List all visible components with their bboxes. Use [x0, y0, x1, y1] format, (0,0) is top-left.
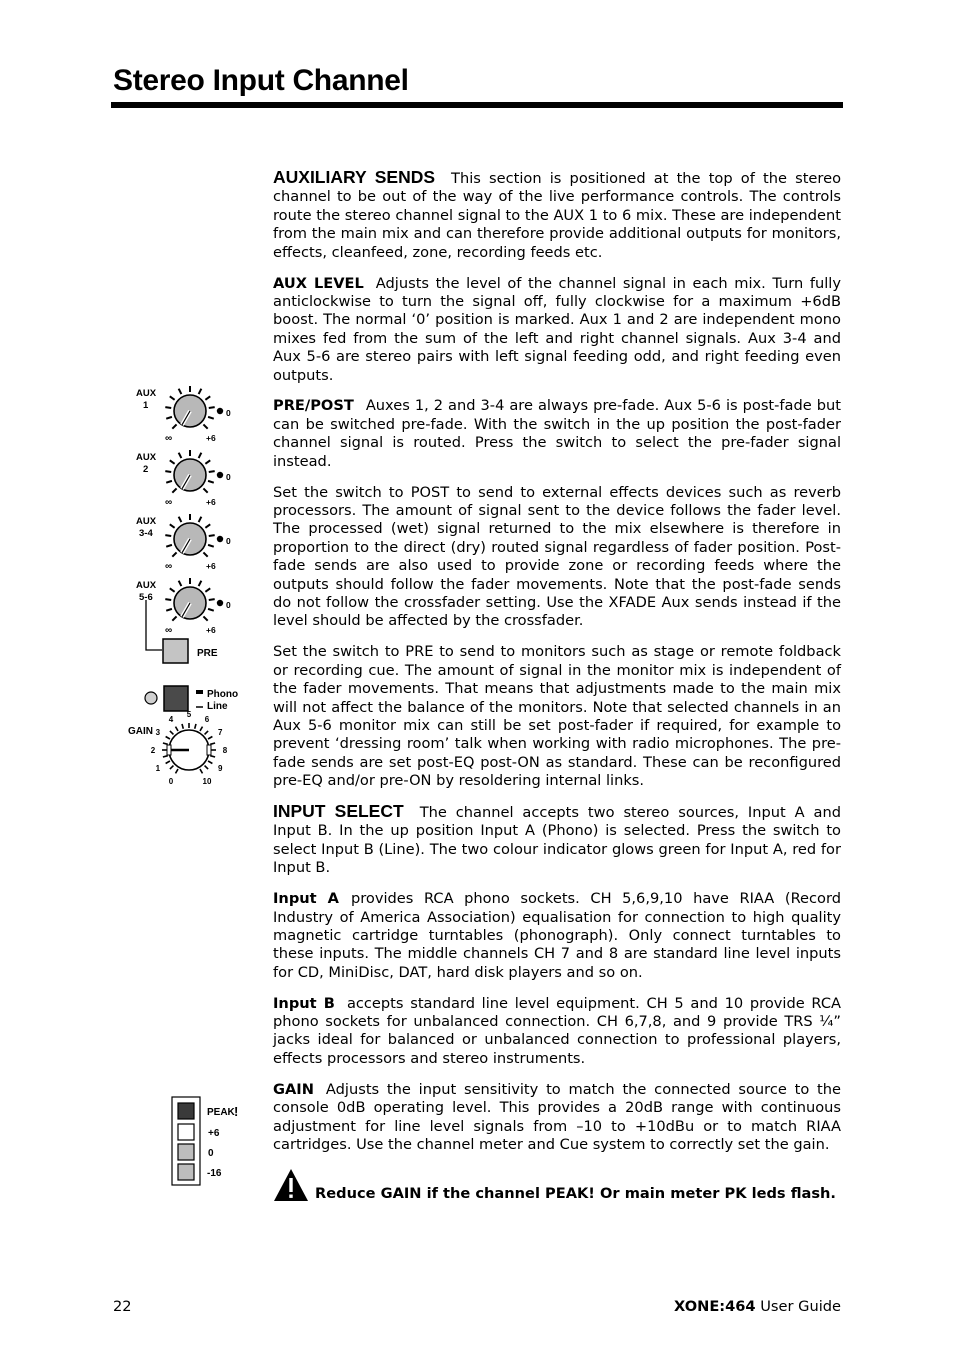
aux-knob-label: AUX — [136, 452, 157, 463]
gain-scale-label: 10 — [202, 777, 212, 787]
aux-scale-max: +6 — [206, 625, 216, 635]
pre-post-paragraph: PRE/POST Auxes 1, 2 and 3-4 are always pre-fade. Aux 5-6 is post-fade but can be switched pre-fade. With the switch in the up position the post-fader channel signal is routed. Press the switch to select the pre-fader signal instead. — [273, 397, 841, 470]
aux-scale-max: +6 — [206, 497, 216, 507]
gain-scale-label: 7 — [217, 728, 223, 737]
aux-knob-4[interactable] — [136, 578, 231, 636]
aux-knob-2[interactable] — [136, 450, 231, 508]
input-select-intro: INPUT SELECT The channel accepts two stereo sources, Input A and Input B. In the up position Input A (Phono) is selected. Press the switch to select Input B (Line). The two colour indicator glows green for Input A, red for Input B. — [273, 801, 841, 877]
footer-guide: User Guide — [760, 1298, 841, 1315]
zero-label: 0 — [208, 1148, 214, 1159]
aux-knob-1[interactable] — [136, 386, 231, 444]
aux-knob-number: 5-6 — [139, 592, 153, 603]
aux-knob-3[interactable] — [136, 514, 231, 572]
page-number: 22 — [113, 1298, 132, 1315]
gain-scale-label: 8 — [222, 746, 228, 755]
input-b-term: Input B — [273, 994, 335, 1012]
aux-knob-label: AUX — [136, 388, 157, 399]
warning-text: Reduce GAIN if the channel PEAK! Or main meter PK leds flash. — [315, 1185, 836, 1202]
post-paragraph: Set the switch to POST to send to external effects devices such as reverb processors. The amount of signal sent to the device follows the fader level. The processed (wet) signal returned to the mix elsewhere is therefore in proportion to the direct (dry) routed signal regardless of fader position. Post-fade sends are also used to provide zone or recording feeds where the outputs should follow the fader movements. Note that the post-fade sends do not follow the crossfader setting. Use the XFADE Aux sends instead if the level should be affected by the crossfader. — [273, 483, 841, 630]
pre-switch[interactable] — [163, 639, 188, 663]
gain-scale-label: 4 — [168, 714, 174, 724]
input-b-paragraph: Input B accepts standard line level equipment. CH 5 and 10 provide RCA phono sockets for unbalanced connection. CH 6,7,8, and 9 provide TRS ¼” jacks ideal for balanced or unbalanced connection to professional players, effects processors and stereo instruments. — [273, 994, 842, 1067]
input-select-group — [128, 686, 238, 786]
gain-scale-label: 9 — [217, 764, 223, 773]
gain-scale-label: 2 — [150, 746, 156, 755]
footer-brand: XONE:464 — [673, 1298, 756, 1315]
gain-scale-label: 1 — [155, 764, 161, 773]
page-title: Stereo Input Channel — [113, 64, 409, 97]
aux-scale-max: +6 — [206, 433, 216, 443]
aux-knob-number: 3-4 — [139, 528, 153, 539]
gain-paragraph: GAIN Adjusts the input sensitivity to match the connected source to the console 0dB operating level. This provides a 20dB range with continuous adjustment for line level signals from –10 to +10dBu or to match RIAA cartridges. Use the channel meter and Cue system to correctly set the gain. — [273, 1080, 841, 1153]
gain-label: GAIN — [128, 726, 153, 737]
aux-knob-number: 2 — [143, 464, 149, 475]
aux-knob-group — [136, 386, 231, 663]
peak-led — [178, 1103, 194, 1119]
aux-scale-min: ∞ — [165, 625, 173, 636]
footer-title — [674, 1298, 841, 1315]
input-a-paragraph: Input A provides RCA phono sockets. CH 5,6,9,10 have RIAA (Record Industry of America Association) equalisation for connection to high quality magnetic cartridge turntables (phonograph). Only connect turntables to these inputs. The middle channels CH 7 and 8 are standard line level inputs for CD, MiniDisc, DAT, hard disk players and so on. — [273, 890, 841, 981]
gain-term: GAIN — [273, 1080, 314, 1098]
line-label: Line — [207, 701, 228, 712]
aux-level-term: AUX LEVEL — [273, 274, 364, 292]
aux-scale-zero: 0 — [226, 600, 231, 610]
pre-label: PRE — [197, 648, 218, 659]
plus6-led — [178, 1124, 194, 1140]
aux-level-paragraph: AUX LEVEL Adjusts the level of the channel signal in each mix. Turn fully anticlockwise to turn the signal off, fully clockwise for a maximum +6dB boost. The normal ‘0’ position is marked. Aux 1 and 2 are independent mono mixes fed from the sum of the left and right channel signals. Aux 3-4 and Aux 5-6 are stereo pairs with left signal feeding odd, and right feeding even outputs. — [273, 274, 841, 384]
aux-knob-label: AUX — [136, 580, 157, 591]
aux-scale-zero: 0 — [226, 472, 231, 482]
plus6-label: +6 — [208, 1128, 220, 1139]
aux-scale-zero: 0 — [226, 408, 231, 418]
input-select-heading: INPUT SELECT — [273, 801, 404, 821]
pre-paragraph: Set the switch to PRE to send to monitors such as stage or remote foldback or recording cue. The amount of signal in the monitor mix is independent of the fader movements. That means that adjustments made to the main mix will not affect the balance of the monitors. Note that selected channels in an Aux 5-6 monitor mix can still be set post-fader if required, for example to prevent ‘dressing room’ talk when working with radio microphones. The pre-fade sends are set post-EQ post-ON as standard. These can be reconfigured pre-EQ and/or pre-ON by resoldering internal links. — [273, 643, 841, 790]
gain-scale-label: 3 — [155, 728, 161, 737]
peak-bang: ! — [234, 1104, 239, 1119]
pre-post-term: PRE/POST — [273, 397, 354, 415]
gain-scale-label: 0 — [168, 777, 174, 787]
input-indicator-led — [145, 692, 157, 704]
aux-scale-max: +6 — [206, 561, 216, 571]
input-a-term: Input A — [273, 890, 339, 908]
input-select-switch[interactable] — [164, 686, 188, 711]
zero-led — [178, 1144, 194, 1160]
aux-scale-min: ∞ — [165, 561, 173, 572]
minus16-label: -16 — [207, 1168, 222, 1179]
channel-meter — [172, 1097, 238, 1185]
aux-knob-label: AUX — [136, 516, 157, 527]
aux-scale-min: ∞ — [165, 497, 173, 508]
minus16-led — [178, 1164, 194, 1180]
peak-label: PEAK — [207, 1107, 235, 1118]
gain-scale-label: 5 — [186, 710, 192, 719]
aux-scale-zero: 0 — [226, 536, 231, 546]
aux-knob-number: 1 — [143, 400, 149, 411]
aux-sends-intro: AUXILIARY SENDS This section is positioned at the top of the stereo channel to be out of the way of the live performance controls. The controls route the stereo channel signal to the AUX 1 to 6 mix. These are independent from the main mix and can therefore provide additional outputs for monitors, effects, cleanfeed, zone, recording feeds etc. — [273, 167, 842, 261]
gain-scale-label: 6 — [204, 714, 210, 724]
phono-label: Phono — [207, 689, 239, 700]
aux-sends-heading: AUXILIARY SENDS — [273, 167, 436, 187]
gain-knob[interactable] — [151, 710, 228, 786]
aux-scale-min: ∞ — [165, 433, 173, 444]
